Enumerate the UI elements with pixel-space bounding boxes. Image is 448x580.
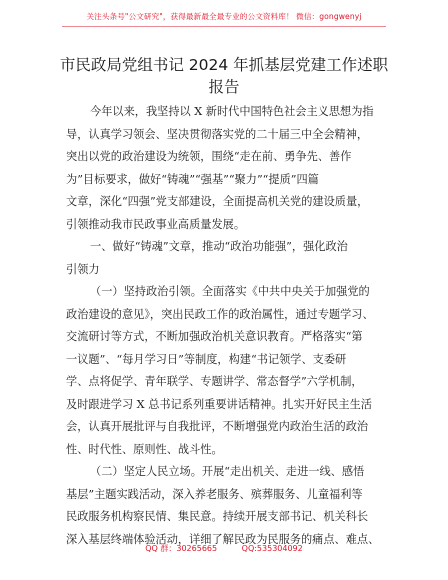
paragraph-intro — [66, 101, 384, 236]
footer-qq: QQ:535304092 — [241, 544, 303, 553]
text-line: 引领推动我市民政事业高质量发展。 — [66, 217, 246, 231]
footer-contact — [0, 543, 448, 554]
text-line: 为”目标要求，做好“铸魂”“强基”“聚力”“提质”四篇 — [66, 172, 319, 186]
text-line: 导，认真学习领会、坚决贯彻落实党的二十届三中全会精神， — [66, 127, 369, 141]
text-line: （二）坚定人民立场。开展“走出机关、走进一线、感悟 — [90, 465, 365, 478]
text-line: 引领力 — [66, 262, 100, 276]
text-line: （一）坚持政治引领。全面落实《中共中央关于加强党的 — [90, 285, 370, 298]
paragraph-political-leadership — [66, 281, 384, 461]
text-line: 深入基层终端体验活动，详细了解民政为民服务的痛点、难点、 — [66, 532, 380, 546]
header-divider — [62, 26, 386, 27]
text-line: 民政服务机构察民情、集民意。持续开展支部书记、机关科长 — [66, 510, 369, 523]
text-line: 及时跟进学习 X 总书记系列重要讲话精神。扎实开好民主生活 — [66, 397, 372, 411]
text-line: 基层”主题实践活动，深入养老服务、殡葬服务、儿童福利等 — [66, 487, 363, 501]
text-line: 交流研讨等方式，不断加强政治机关意识教育。严格落实“第 — [66, 330, 363, 343]
paragraph-people-stance — [66, 461, 384, 551]
text-line: 性、时代性、原则性、战斗性。 — [66, 442, 223, 456]
text-line: 一、做好“铸魂”文章，推动“政治功能强”，强化政治 — [90, 240, 348, 253]
top-banner: 关注头条号"公文研究"，获得最新最全最专业的公文资料库！ 微信：gongwenyj — [86, 12, 362, 21]
footer-qq-group: QQ 群：30265665 — [145, 544, 218, 553]
title-line-2: 报告 — [208, 78, 240, 96]
text-line: 文章，深化“四强”党支部建设，全面提高机关党的建设质量， — [66, 195, 369, 208]
text-line: 突出以党的政治建设为统领，围绕“走在前、勇争先、善作 — [66, 150, 352, 163]
text-line: 政治建设的意见》，突出民政工作的政治属性，通过专题学习、 — [66, 307, 374, 321]
text-line: 一议题”、“每月学习日”等制度，构建“书记领学、支委研 — [66, 352, 347, 366]
text-line: 今年以来，我坚持以 X 新时代中国特色社会主义思想为指 — [90, 105, 374, 118]
document-title — [50, 54, 398, 98]
text-line: 会，认真开展批评与自我批评，不断增强党内政治生活的政治 — [66, 420, 369, 433]
title-line-1: 市民政局党组书记 2024 年抓基层党建工作述职 — [59, 56, 389, 74]
text-line: 学、点将促学、青年联学、专题讲学、常态督学”六学机制， — [66, 375, 363, 388]
document-body — [66, 101, 384, 551]
section-heading-1 — [66, 236, 384, 281]
